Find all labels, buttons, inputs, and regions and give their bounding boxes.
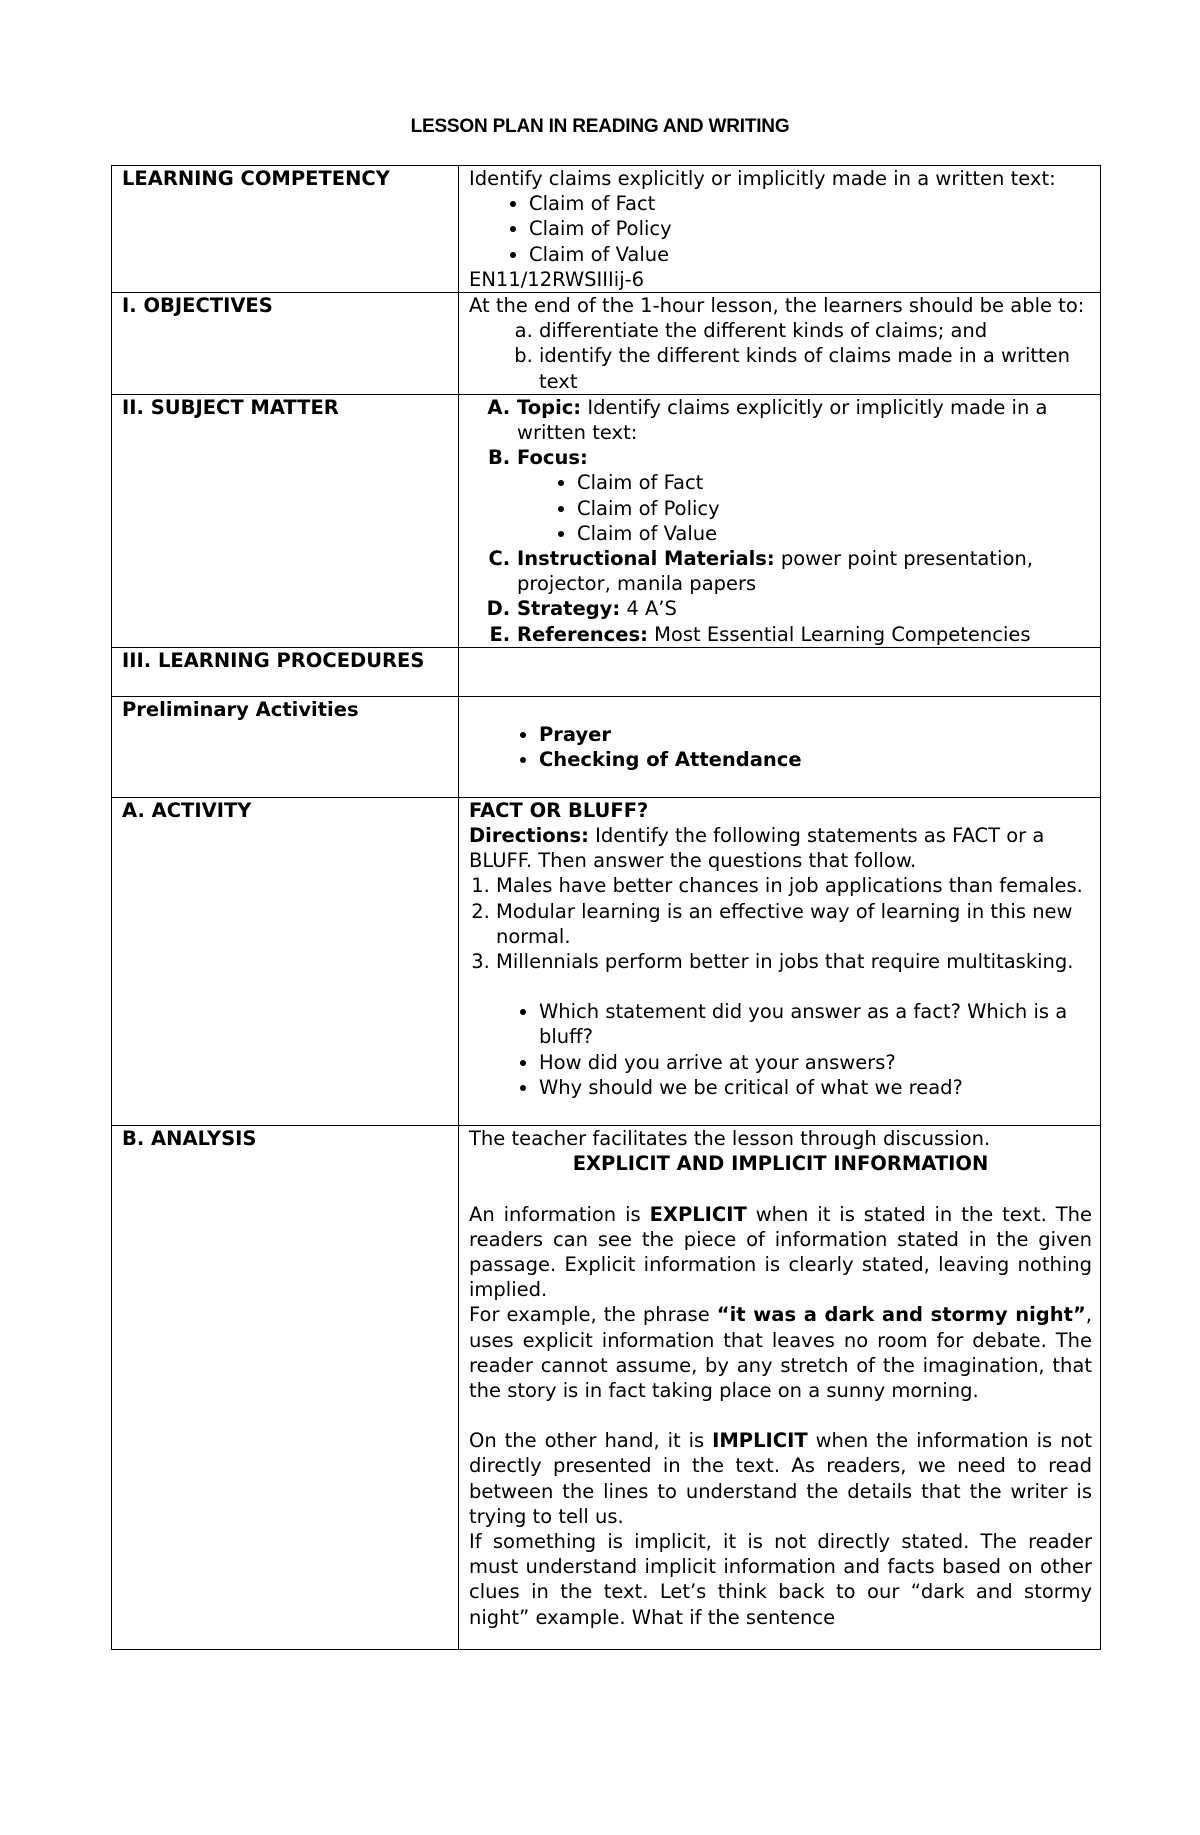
list-item: 2. Modular learning is an effective way of learning in this new normal. [496, 899, 1092, 949]
activity-heading: FACT OR BLUFF? [469, 798, 649, 822]
paragraph-text: For example, the phrase [469, 1303, 717, 1327]
procedures-content [459, 647, 1101, 696]
list-item: • Claim of Fact [577, 470, 1092, 495]
list-item: • Checking of Attendance [539, 747, 1092, 772]
list-item: • Claim of Fact [529, 191, 1092, 216]
analysis-content [459, 1126, 1101, 1650]
list-item [517, 596, 1092, 621]
list-item: • Claim of Policy [577, 496, 1092, 521]
references-text: Most Essential Learning Competencies [654, 622, 1031, 646]
list-item: • Claim of Value [577, 521, 1092, 546]
list-item: • Why should we be critical of what we read? [539, 1075, 1092, 1100]
activity-content [459, 797, 1101, 1125]
directions-label: Directions: [469, 824, 589, 848]
focus-label: Focus: [517, 446, 588, 470]
lesson-plan-table [111, 165, 1101, 1650]
paragraph-text: An information is [469, 1202, 650, 1226]
directions-text: Identify the following statements as FACT or a BLUFF. Then answer the questions that follow. [469, 824, 1045, 873]
strategy-text: 4 A’S [626, 597, 677, 621]
questions-list [469, 999, 1092, 1100]
paragraph-text: when it is stated in the text. The readers can see the piece of information stated in the given passage. Explicit information is clearly stated, leaving nothing implied. [469, 1202, 1092, 1302]
list-item: • Claim of Policy [529, 216, 1092, 241]
activity-directions [469, 823, 1092, 873]
list-item: • Claim of Value [529, 242, 1092, 267]
analysis-paragraph [469, 1202, 1092, 1303]
competency-claims-list [469, 191, 1092, 267]
preliminary-content [459, 696, 1101, 797]
paragraph-text: On the other hand, it is [469, 1429, 713, 1453]
materials-text: power point presentation, projector, manila papers [517, 547, 1033, 596]
materials-label: Instructional Materials: [517, 547, 775, 571]
list-item [517, 622, 1092, 647]
analysis-paragraph: If something is implicit, it is not directly stated. The reader must understand implicit information and facts based on other clues in the text. Let’s think back to our “dark and stormy night” example. What if the sentence [469, 1529, 1092, 1629]
paragraph-text: , uses explicit information that leaves no room for debate. The reader cannot assume, by any stretch of the imagination, that the story is in fact taking place on a sunny morning. [469, 1303, 1092, 1402]
page-title: LESSON PLAN IN READING AND WRITING [410, 116, 790, 137]
topic-text: Identify claims explicitly or implicitly made in a written text: [517, 395, 1048, 445]
analysis-heading: EXPLICIT AND IMPLICIT INFORMATION [572, 1152, 989, 1176]
competency-content [459, 166, 1101, 293]
list-item: a. differentiate the different kinds of claims; and [539, 318, 1092, 343]
analysis-label: B. ANALYSIS [112, 1126, 459, 1650]
objectives-intro: At the end of the 1-hour lesson, the learners should be able to: [469, 294, 1085, 318]
paragraph-text: when the information is not directly presented in the text. As readers, we need to read between the lines to understand the details that the writer is trying to tell us. [469, 1429, 1093, 1528]
procedures-row [112, 647, 1101, 696]
list-item: • Prayer [539, 722, 1092, 747]
explicit-term: EXPLICIT [649, 1202, 747, 1226]
competency-label: LEARNING COMPETENCY [112, 166, 459, 293]
activity-row [112, 797, 1101, 1125]
subject-matter-list [469, 395, 1092, 647]
analysis-row [112, 1126, 1101, 1650]
subject-matter-label: II. SUBJECT MATTER [112, 394, 459, 647]
subject-matter-row [112, 394, 1101, 647]
references-label: References: [517, 622, 648, 646]
topic-label: Topic: [517, 395, 582, 419]
list-item: b. identify the different kinds of claims made in a written text [539, 343, 1092, 393]
strategy-label: Strategy: [517, 597, 621, 621]
activity-label: A. ACTIVITY [112, 797, 459, 1125]
competency-intro: Identify claims explicitly or implicitly made in a written text: [469, 167, 1056, 190]
objectives-list [469, 318, 1092, 394]
subject-matter-content [459, 394, 1101, 647]
list-item [517, 445, 1092, 546]
list-item: • Which statement did you answer as a fact? Which is a bluff? [539, 999, 1092, 1049]
procedures-label: III. LEARNING PROCEDURES [112, 647, 459, 696]
objectives-content [459, 293, 1101, 395]
statements-list [469, 873, 1092, 974]
objectives-row [112, 293, 1101, 395]
analysis-intro: The teacher facilitates the lesson through discussion. [469, 1127, 991, 1151]
objectives-label: I. OBJECTIVES [112, 293, 459, 395]
preliminary-label: Preliminary Activities [112, 696, 459, 797]
analysis-paragraph [469, 1428, 1092, 1529]
preliminary-row [112, 696, 1101, 797]
preliminary-list [469, 722, 1092, 772]
implicit-term: IMPLICIT [712, 1429, 808, 1453]
analysis-paragraph [469, 1302, 1092, 1403]
list-item: 1. Males have better chances in job applications than females. [496, 873, 1092, 898]
list-item [517, 395, 1092, 445]
focus-list [517, 470, 1092, 546]
competency-row [112, 166, 1101, 293]
list-item: • How did you arrive at your answers? [539, 1050, 1092, 1075]
list-item: 3. Millennials perform better in jobs that require multitasking. [496, 949, 1092, 974]
list-item [517, 546, 1092, 596]
competency-code: EN11/12RWSIIIij-6 [469, 267, 645, 291]
example-phrase: “it was a dark and stormy night” [716, 1303, 1086, 1327]
